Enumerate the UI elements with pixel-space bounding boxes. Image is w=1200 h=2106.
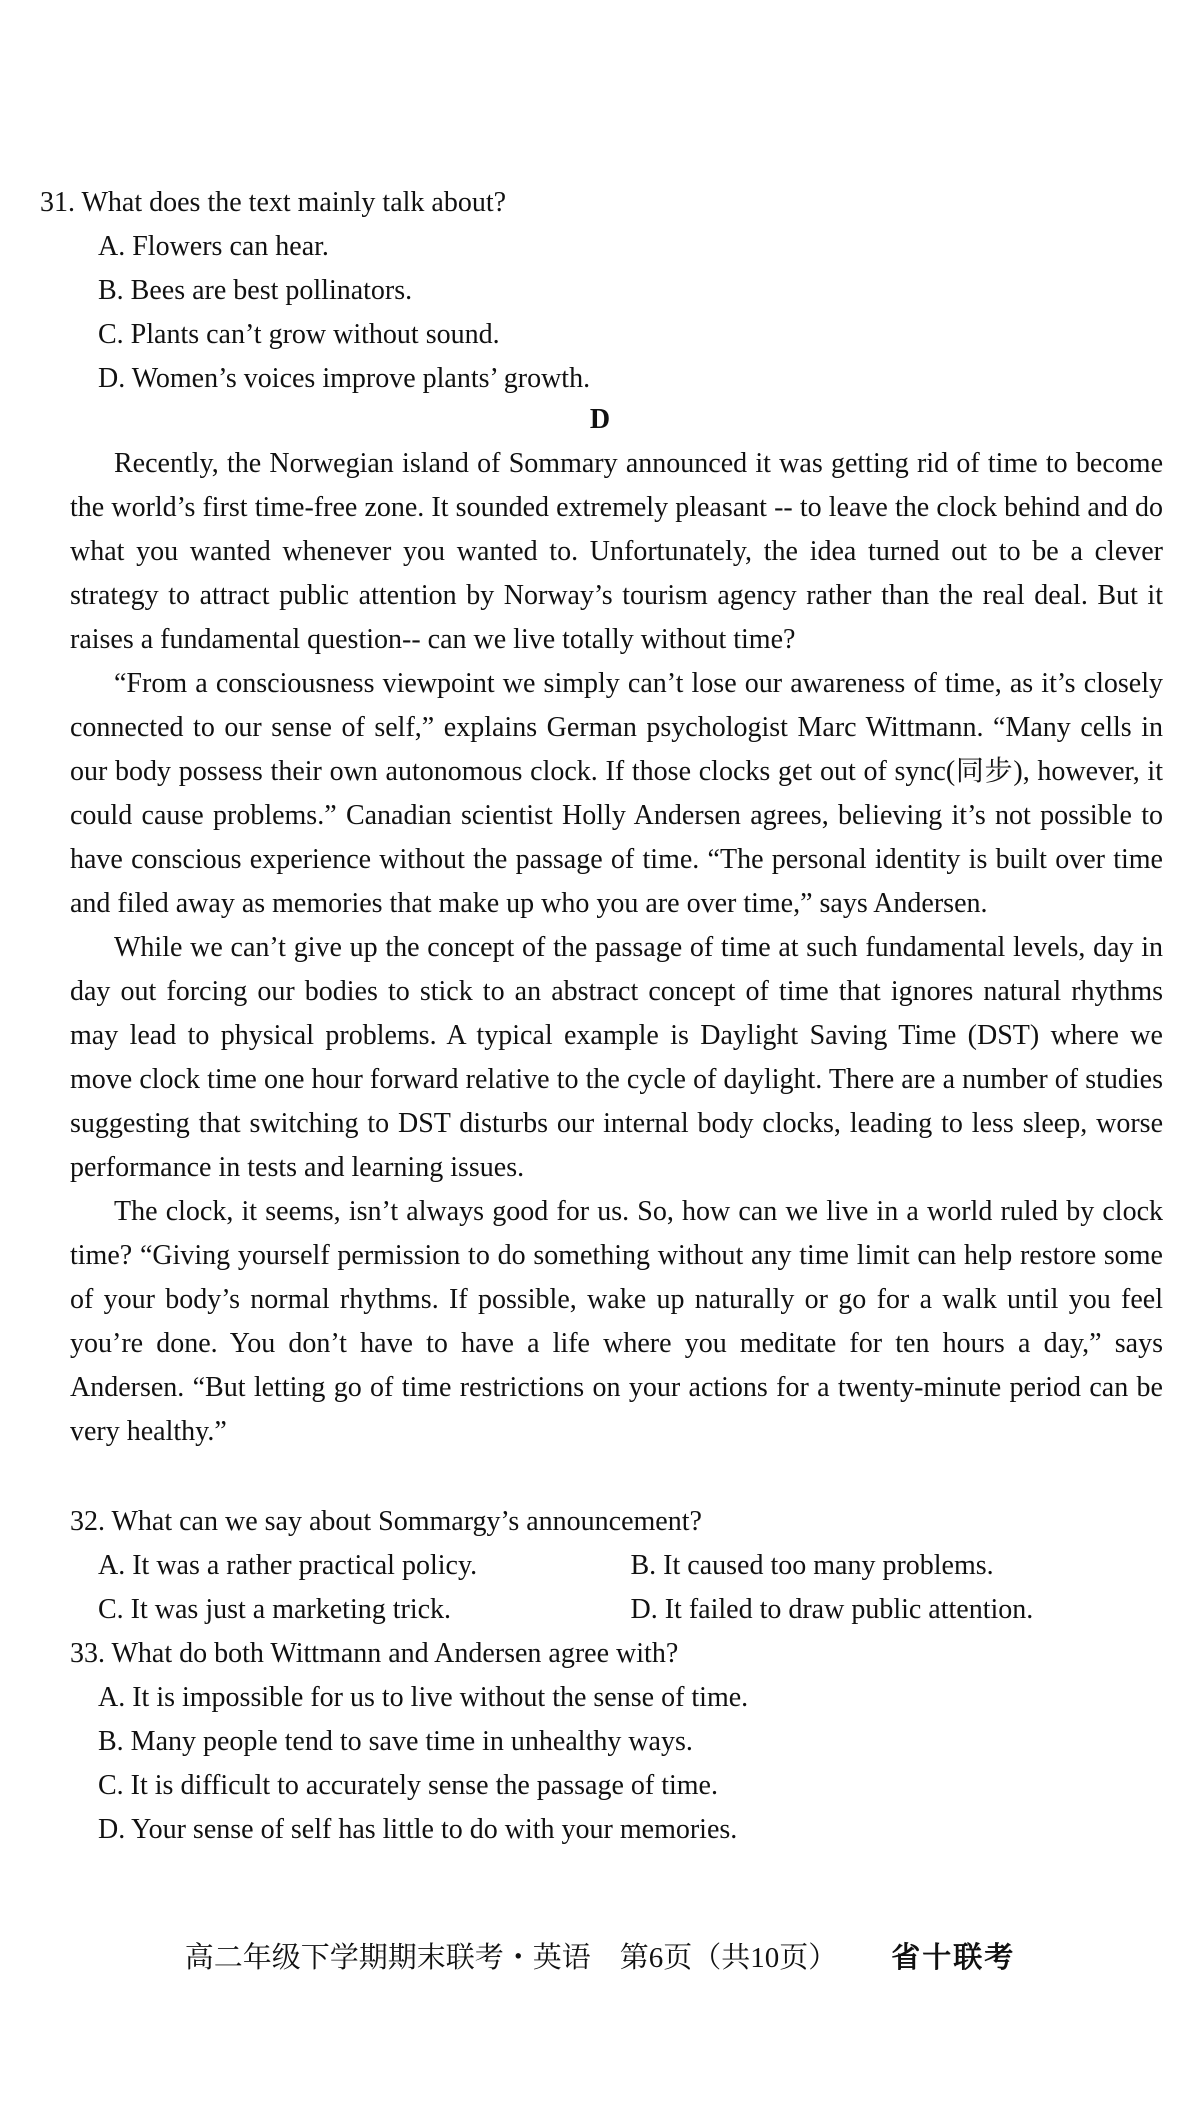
question-32-options-row-1: [70, 1544, 1163, 1588]
question-32-option-b: B. It caused too many problems.: [630, 1550, 994, 1581]
question-31-stem: 31. What does the text mainly talk about?: [40, 187, 507, 218]
question-32-option-c: C. It was just a marketing trick.: [98, 1594, 452, 1625]
question-31-option-a: A. Flowers can hear.: [98, 231, 329, 262]
question-33-option-a: A. It is impossible for us to live without the sense of time.: [98, 1682, 749, 1713]
question-33-stem: 33. What do both Wittmann and Andersen agree with?: [70, 1638, 679, 1669]
question-33-option-b: B. Many people tend to save time in unhealthy ways.: [98, 1726, 693, 1757]
questions-32-33: [70, 1500, 1163, 1852]
passage-paragraph-1: Recently, the Norwegian island of Sommary announced it was getting rid of time to become the world’s first time-free zone. It sounded extremely pleasant -- to leave the clock behind and do what you wanted whenever you wanted to. Unfortunately, the idea turned out to be a clever strategy to attract public attention by Norway’s tourism agency rather than the real deal. But it raises a fundamental question-- can we live totally without time?: [70, 448, 1163, 655]
footer-brand: 省十联考: [891, 1942, 1016, 1974]
question-31-option-b: B. Bees are best pollinators.: [98, 275, 413, 306]
question-33-option-d: D. Your sense of self has little to do with your memories.: [98, 1814, 738, 1845]
question-32-option-d: D. It failed to draw public attention.: [630, 1594, 1034, 1625]
passage-paragraph-2: “From a consciousness viewpoint we simply can’t lose our awareness of time, as it’s closely connected to our sense of self,” explains German psychologist Marc Wittmann. “Many cells in our body possess their own autonomous clock. If those clocks get out of sync(同步), however, it could cause problems.” Canadian scientist Holly Andersen agrees, believing it’s not possible to have conscious experience without the passage of time. “The personal identity is built over time and filed away as memories that make up who you are over time,” says Andersen.: [70, 668, 1163, 919]
passage-paragraph-4: The clock, it seems, isn’t always good for us. So, how can we live in a world ruled by clock time? “Giving yourself permission to do something without any time limit can help restore some of your body’s normal rhythms. If possible, wake up naturally or go for a walk until you feel you’re done. You don’t have to have a life where you meditate for ten hours a day,” says Andersen. “But letting go of time restrictions on your actions for a twenty-minute period can be very healthy.”: [70, 1196, 1163, 1447]
question-32-stem: 32. What can we say about Sommargy’s announcement?: [70, 1506, 702, 1537]
question-31: [40, 181, 1160, 401]
question-32-option-a: A. It was a rather practical policy.: [98, 1550, 478, 1581]
page-footer: [0, 1936, 1200, 1980]
section-title: D: [589, 404, 611, 435]
passage-paragraph-3: While we can’t give up the concept of the passage of time at such fundamental levels, day in day out forcing our bodies to stick to an abstract concept of time that ignores natural rhythms may lead to physical problems. A typical example is Daylight Saving Time (DST) where we move clock time one hour forward relative to the cycle of daylight. There are a number of studies suggesting that switching to DST disturbs our internal body clocks, leading to less sleep, worse performance in tests and learning issues.: [70, 932, 1163, 1183]
question-31-option-c: C. Plants can’t grow without sound.: [98, 319, 500, 350]
question-32-options-row-2: [70, 1588, 1163, 1632]
question-31-option-d: D. Women’s voices improve plants’ growth.: [98, 363, 591, 394]
reading-passage: [70, 442, 1163, 1454]
question-33-option-c: C. It is difficult to accurately sense the passage of time.: [98, 1770, 718, 1801]
footer-text: 高二年级下学期期末联考・英语 第6页（共10页）: [184, 1942, 838, 1974]
